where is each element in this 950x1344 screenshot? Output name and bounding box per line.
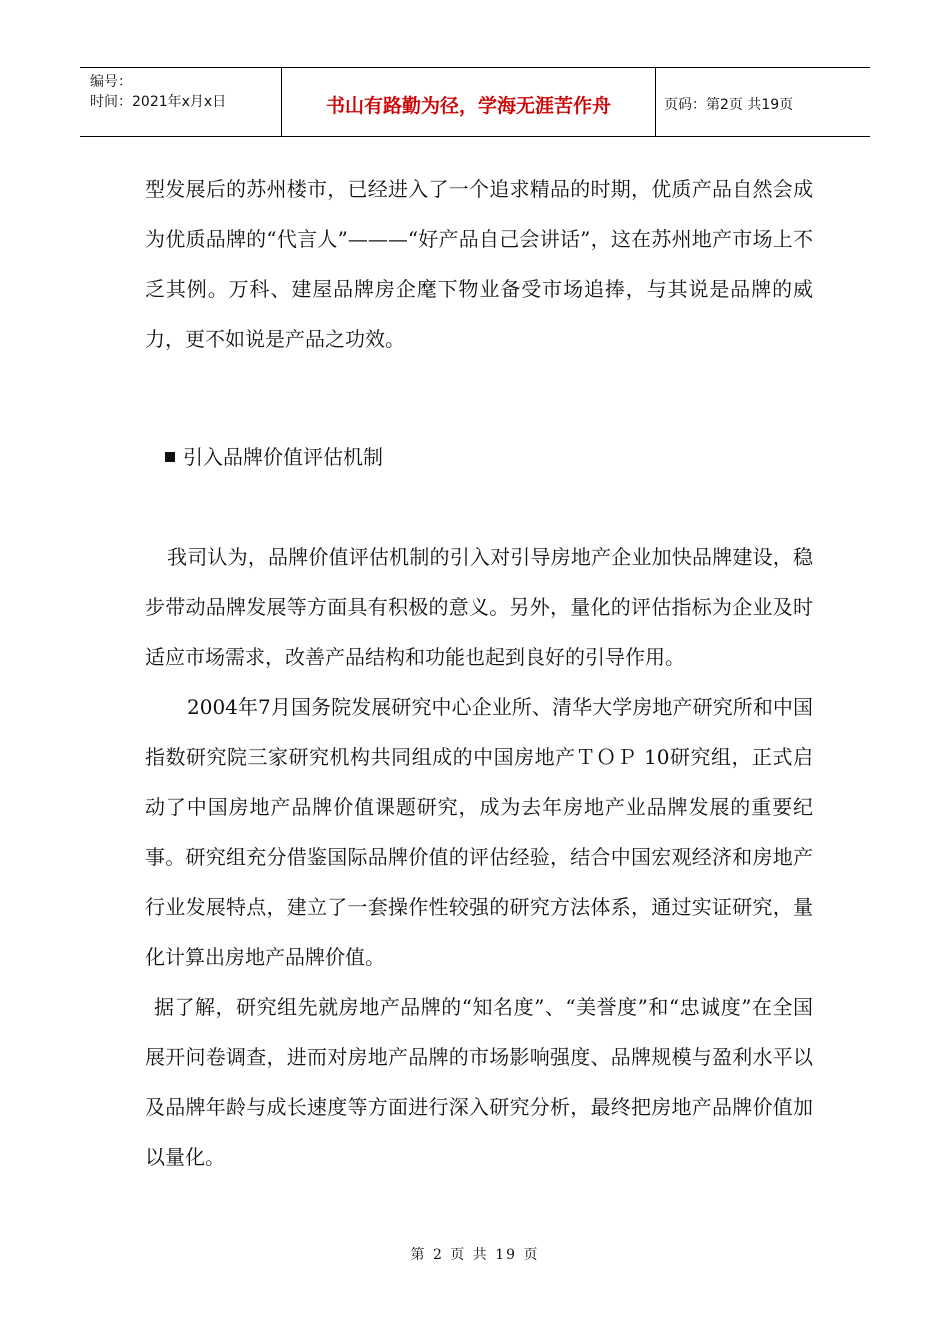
square-bullet-icon bbox=[165, 452, 175, 462]
paragraph-2: 2004年7月国务院发展研究中心企业所、清华大学房地产研究所和中国指数研究院三家研究机构共同组成的中国房地产ＴＯＰ 10研究组，正式启动了中国房地产品牌价值课题研究，成为去年房地产业品牌发展的重要纪事。研究组充分借鉴国际品牌价值的评估经验，结合中国宏观经济和房地产行业发展特点，建立了一套操作性较强的研究方法体系，通过实证研究，量化计算出房地产品牌价值。 bbox=[145, 695, 813, 969]
intro-paragraph: 型发展后的苏州楼市，已经进入了一个追求精品的时期，优质产品自然会成为优质品牌的“代言人”———“好产品自己会讲话”，这在苏州地产市场上不乏其例。万科、建屋品牌房企麾下物业备受市场追捧，与其说是品牌的威力，更不如说是产品之功效。 bbox=[145, 177, 813, 351]
main-section bbox=[145, 532, 813, 1182]
paragraph-3: 据了解，研究组先就房地产品牌的“知名度”、“美誉度”和“忠诚度”在全国展开问卷调查，进而对房地产品牌的市场影响强度、品牌规模与盈利水平以及品牌年龄与成长速度等方面进行深入研究分析，最终把房地产品牌价值加以量化。 bbox=[145, 995, 813, 1169]
document-date-label: 时间：2021年x月x日 bbox=[90, 94, 227, 110]
intro-section bbox=[145, 164, 813, 364]
page-footer: 第 2 页 共 19 页 bbox=[410, 1247, 540, 1263]
section-heading bbox=[165, 437, 383, 477]
header-page-number: 页码：第2页 共19页 bbox=[664, 97, 794, 113]
page-header bbox=[80, 67, 870, 137]
paragraph-1: 我司认为，品牌价值评估机制的引入对引导房地产企业加快品牌建设，稳步带动品牌发展等方面具有积极的意义。另外，量化的评估指标为企业及时适应市场需求，改善产品结构和功能也起到良好的引导作用。 bbox=[145, 545, 813, 669]
header-motto: 书山有路勤为径，学海无涯苦作舟 bbox=[282, 68, 656, 136]
header-meta bbox=[80, 68, 282, 136]
document-number-label: 编号： bbox=[90, 74, 132, 90]
section-heading-text: 引入品牌价值评估机制 bbox=[183, 445, 383, 469]
